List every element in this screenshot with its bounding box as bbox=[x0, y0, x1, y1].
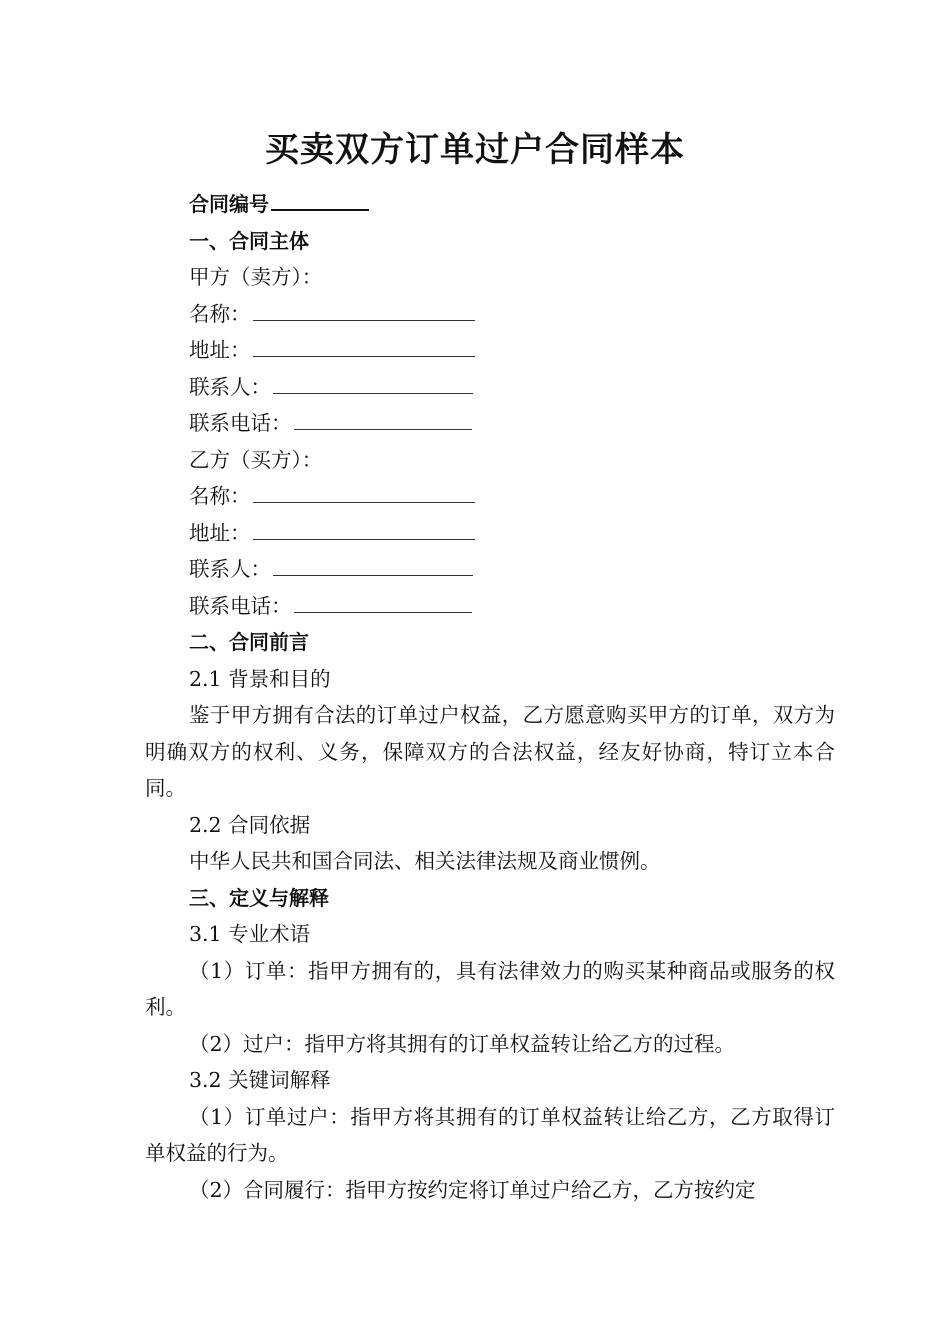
party-b-label: 乙方（买方）： bbox=[189, 447, 323, 472]
section-2-title: 二、合同前言 bbox=[189, 630, 309, 654]
party-b-contact-label: 联系人： bbox=[189, 557, 271, 581]
party-b-address-blank bbox=[253, 517, 475, 540]
party-a-phone-label: 联系电话： bbox=[189, 411, 292, 435]
party-b-phone-line bbox=[145, 588, 835, 625]
party-a-contact-label: 联系人： bbox=[189, 374, 271, 399]
party-b-address-label: 地址： bbox=[189, 520, 251, 545]
document-body bbox=[145, 186, 835, 1208]
party-b-contact-line bbox=[145, 551, 835, 588]
party-b-name-blank bbox=[253, 480, 475, 503]
party-b-phone-label: 联系电话： bbox=[189, 593, 292, 618]
party-a-address-line bbox=[145, 332, 835, 369]
party-a-name-line bbox=[145, 296, 835, 333]
party-a-phone-blank bbox=[294, 407, 472, 430]
party-b-name-label: 名称： bbox=[189, 484, 251, 508]
section-2-1-paragraph: 鉴于甲方拥有合法的订单过户权益，乙方愿意购买甲方的订单，双方为明确双方的权利、义务，保障双方的合法权益，经友好协商，特订立本合同。 bbox=[145, 703, 835, 800]
section-2-2-heading: 2.2 合同依据 bbox=[189, 812, 311, 837]
section-3-1-item-2: （2）过户：指甲方将其拥有的订单权益转让给乙方的过程。 bbox=[189, 1031, 736, 1056]
party-b-address-line bbox=[145, 515, 835, 552]
section-2-2-paragraph: 中华人民共和国合同法、相关法律法规及商业惯例。 bbox=[189, 849, 661, 873]
party-b-name-line bbox=[145, 478, 835, 515]
party-a-address-blank bbox=[253, 334, 475, 357]
section-3-2-item-1: （1）订单过户：指甲方将其拥有的订单权益转让给乙方，乙方取得订单权益的行为。 bbox=[145, 1104, 835, 1165]
party-a-name-label: 名称： bbox=[189, 301, 251, 326]
party-a-contact-blank bbox=[273, 371, 473, 394]
contract-number-line bbox=[145, 186, 835, 223]
section-1-title: 一、合同主体 bbox=[189, 228, 309, 253]
section-2-1-heading: 2.1 背景和目的 bbox=[189, 666, 331, 691]
section-3-title: 三、定义与解释 bbox=[189, 885, 329, 910]
party-a-contact-line bbox=[145, 369, 835, 406]
section-3-1-item-1: （1）订单：指甲方拥有的，具有法律效力的购买某种商品或服务的权利。 bbox=[145, 958, 835, 1019]
party-b-phone-blank bbox=[294, 590, 472, 613]
party-a-name-blank bbox=[253, 298, 475, 321]
party-a-phone-line bbox=[145, 405, 835, 442]
section-3-2-item-2: （2）合同履行：指甲方按约定将订单过户给乙方，乙方按约定 bbox=[189, 1177, 756, 1202]
document-title: 买卖双方订单过户合同样本 bbox=[265, 130, 685, 170]
contract-number-label: 合同编号 bbox=[189, 192, 269, 216]
party-b-contact-blank bbox=[273, 553, 473, 576]
section-3-2-heading: 3.2 关键词解释 bbox=[189, 1068, 331, 1092]
contract-number-blank bbox=[271, 187, 369, 211]
section-3-1-heading: 3.1 专业术语 bbox=[189, 922, 311, 946]
party-a-label: 甲方（卖方）： bbox=[189, 265, 323, 289]
party-a-address-label: 地址： bbox=[189, 338, 251, 362]
